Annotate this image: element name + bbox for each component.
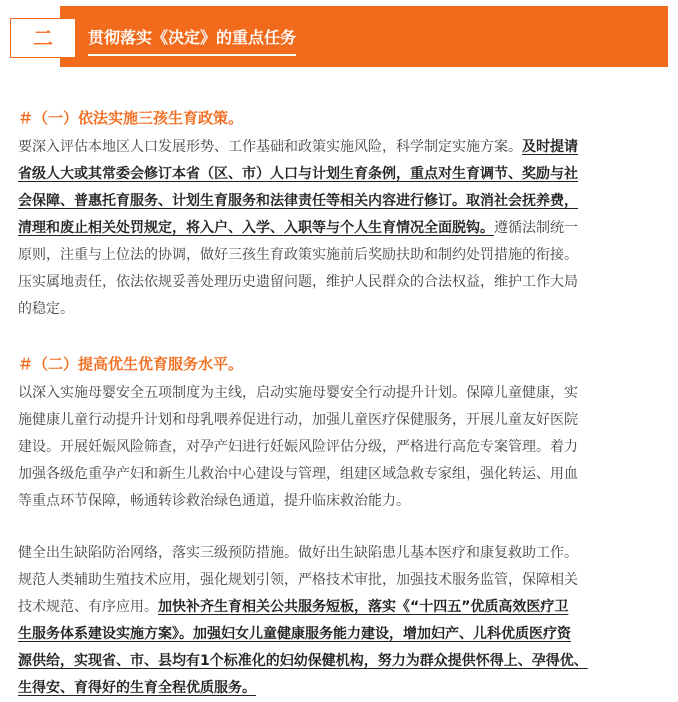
text-line xyxy=(18,540,662,567)
text-line xyxy=(18,188,662,215)
text-line xyxy=(18,134,662,161)
text-line xyxy=(18,242,662,269)
section-1 xyxy=(18,106,662,323)
emphasis-text: 源供给，实现省、市、县均有1个标准化的妇幼保健机构，努力为群众提供怀得上、孕得优、 xyxy=(18,653,588,669)
text-line xyxy=(18,648,662,675)
body-text: 等重点环节保障，畅通转诊救治绿色通道，提升临床救治能力。 xyxy=(18,493,410,509)
body-text: 的稳定。 xyxy=(18,301,74,317)
body-text: 加强各级危重孕产妇和新生儿救治中心建设与管理，组建区域急救专家组，强化转运、用血 xyxy=(18,466,578,482)
text-line xyxy=(18,215,662,242)
page-title: 贯彻落实《决定》的重点任务 xyxy=(88,24,296,56)
section-3 xyxy=(18,540,662,702)
section-2-title: ＃（二）提高优生优育服务水平。 xyxy=(18,355,244,373)
body-text: 技术规范、有序应用。 xyxy=(18,599,158,615)
section-1-title: ＃（一）依法实施三孩生育政策。 xyxy=(18,109,244,127)
body-text: 要深入评估本地区人口发展形势、工作基础和政策实施风险，科学制定实施方案。 xyxy=(18,139,522,155)
emphasis-text: 会保障、普惠托育服务、计划生育服务和法律责任等相关内容进行修订。取消社会抚养费， xyxy=(18,193,578,209)
text-line xyxy=(18,407,662,434)
body-text: 规范人类辅助生殖技术应用，强化规划引领，严格技术审批，加强技术服务监管，保障相关 xyxy=(18,572,578,588)
section-2-paragraph xyxy=(18,380,662,515)
section-2 xyxy=(18,352,662,515)
text-line xyxy=(18,434,662,461)
body-text: 建设。开展妊娠风险筛查，对孕产妇进行妊娠风险评估分级，严格进行高危专案管理。着力 xyxy=(18,439,578,455)
body-text: 原则，注重与上位法的协调，做好三孩生育政策实施前后奖励扶助和制约处罚措施的衔接。 xyxy=(18,247,578,263)
text-line xyxy=(18,161,662,188)
body-text: 以深入实施母婴安全五项制度为主线，启动实施母婴安全行动提升计划。保障儿童健康，实 xyxy=(18,385,578,401)
text-line xyxy=(18,461,662,488)
section-1-paragraph xyxy=(18,134,662,323)
section-number-box xyxy=(10,18,76,58)
emphasis-text: 及时提请 xyxy=(522,139,578,155)
text-line xyxy=(18,296,662,323)
section-3-paragraph xyxy=(18,540,662,702)
text-line xyxy=(18,567,662,594)
emphasis-text: 省级人大或其常委会修订本省（区、市）人口与计划生育条例，重点对生育调节、奖励与社 xyxy=(18,166,578,182)
emphasis-text: 清理和废止相关处罚规定，将入户、入学、入职等与个人生育情况全面脱钩。 xyxy=(18,220,494,236)
body-text: 施健康儿童行动提升计划和母乳喂养促进行动，加强儿童医疗保健服务，开展儿童友好医院 xyxy=(18,412,578,428)
text-line xyxy=(18,380,662,407)
text-line xyxy=(18,621,662,648)
text-line xyxy=(18,675,662,702)
emphasis-text: 加快补齐生育相关公共服务短板，落实《“十四五”优质高效医疗卫 xyxy=(158,599,569,615)
text-line xyxy=(18,488,662,515)
section-number: 二 xyxy=(33,26,53,50)
text-line xyxy=(18,594,662,621)
emphasis-text: 生服务体系建设实施方案》。加强妇女儿童健康服务能力建设，增加妇产、儿科优质医疗资 xyxy=(18,626,571,642)
text-line xyxy=(18,269,662,296)
body-text: 压实属地责任，依法依规妥善处理历史遗留问题，维护人民群众的合法权益，维护工作大局 xyxy=(18,274,578,290)
body-text: 遵循法制统一 xyxy=(494,220,578,236)
emphasis-text: 生得安、育得好的生育全程优质服务。 xyxy=(18,680,256,696)
body-text: 健全出生缺陷防治网络，落实三级预防措施。做好出生缺陷患儿基本医疗和康复救助工作。 xyxy=(18,545,578,561)
